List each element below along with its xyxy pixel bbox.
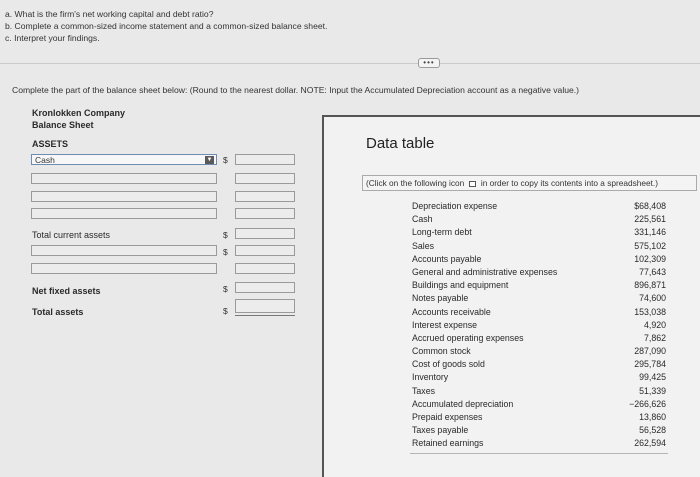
dollar-sign: $ — [223, 247, 228, 257]
table-cell-name: Long-term debt — [412, 227, 472, 238]
section-divider — [0, 63, 700, 64]
table-cell-value: 331,146 — [634, 227, 666, 238]
table-cell-value: 102,309 — [634, 253, 666, 264]
account-select-value: Cash — [35, 155, 55, 165]
table-row — [410, 358, 666, 371]
copy-instruction-bar — [362, 175, 697, 191]
table-cell-value: 7,862 — [643, 332, 666, 343]
assets-heading: ASSETS — [32, 139, 69, 149]
table-row — [410, 319, 666, 332]
expand-more-button[interactable]: ••• — [418, 58, 440, 68]
table-cell-value: 575,102 — [634, 240, 666, 251]
table-row — [410, 411, 666, 424]
account-select-5[interactable] — [31, 245, 217, 256]
question-b: b. Complete a common-sized income statement and a common-sized balance sheet. — [5, 21, 328, 31]
amount-input-5[interactable] — [235, 245, 295, 256]
dollar-sign: $ — [223, 284, 228, 294]
table-cell-name: Buildings and equipment — [412, 280, 509, 291]
dollar-sign: $ — [223, 155, 228, 165]
amount-input-2[interactable] — [235, 173, 295, 184]
table-cell-name: Retained earnings — [412, 438, 484, 449]
table-row — [410, 240, 666, 253]
question-c: c. Interpret your findings. — [5, 33, 100, 43]
account-select-3[interactable] — [31, 191, 217, 202]
table-cell-value: 51,339 — [639, 385, 666, 396]
table-cell-name: Accounts payable — [412, 253, 482, 264]
data-table — [410, 200, 666, 451]
table-cell-name: Taxes — [412, 385, 435, 396]
table-row — [410, 266, 666, 279]
table-cell-name: Taxes payable — [412, 425, 469, 436]
total-assets-label: Total assets — [32, 307, 84, 317]
amount-input-4[interactable] — [235, 208, 295, 219]
table-cell-value: 74,600 — [639, 293, 666, 304]
table-cell-name: Accumulated depreciation — [412, 398, 514, 409]
table-cell-value: 4,920 — [643, 319, 666, 330]
table-cell-name: Sales — [412, 240, 435, 251]
table-cell-name: Interest expense — [412, 319, 478, 330]
dollar-sign: $ — [223, 230, 228, 240]
table-cell-name: Notes payable — [412, 293, 469, 304]
table-row — [410, 332, 666, 345]
copy-instruction-prefix: (Click on the following icon — [366, 178, 465, 188]
amount-input-1[interactable] — [235, 154, 295, 165]
table-row — [410, 253, 666, 266]
table-row — [410, 424, 666, 437]
table-row — [410, 279, 666, 292]
table-cell-value: 896,871 — [634, 280, 666, 291]
question-a: a. What is the firm's net working capital and debt ratio? — [5, 9, 214, 19]
net-fixed-assets-label: Net fixed assets — [32, 286, 101, 296]
chevron-down-icon[interactable]: ▼ — [206, 157, 213, 163]
table-row — [410, 226, 666, 239]
table-row — [410, 345, 666, 358]
table-cell-name: Accrued operating expenses — [412, 332, 524, 343]
table-cell-name: Depreciation expense — [412, 201, 498, 211]
table-cell-value: 56,528 — [639, 425, 666, 436]
table-cell-value: 153,038 — [634, 306, 666, 317]
table-cell-value: 287,090 — [634, 346, 666, 357]
table-cell-value: $68,408 — [634, 201, 666, 211]
total-current-assets-input[interactable] — [235, 228, 295, 239]
table-cell-name: Common stock — [412, 346, 471, 357]
company-name: Kronlokken Company — [32, 108, 126, 118]
table-cell-value: 225,561 — [634, 214, 666, 225]
table-row — [410, 398, 666, 411]
table-cell-name: Prepaid expenses — [412, 412, 483, 422]
table-cell-name: General and administrative expenses — [412, 266, 558, 277]
copy-instruction-suffix: in order to copy its contents into a spreadsheet.) — [480, 178, 658, 188]
double-underline — [235, 315, 295, 316]
table-cell-value: 262,594 — [634, 438, 666, 449]
table-row — [410, 437, 666, 450]
table-row — [410, 213, 666, 226]
account-select-2[interactable] — [31, 173, 217, 184]
table-row — [410, 200, 666, 213]
table-cell-name: Cost of goods sold — [412, 359, 485, 370]
account-select-1[interactable] — [31, 154, 217, 165]
table-row — [410, 371, 666, 384]
table-row — [410, 292, 666, 305]
copy-spreadsheet-icon[interactable] — [469, 181, 476, 187]
table-cell-value: 295,784 — [634, 359, 666, 370]
amount-input-3[interactable] — [235, 191, 295, 202]
table-row — [410, 306, 666, 319]
data-table-title: Data table — [366, 135, 435, 152]
table-cell-name: Inventory — [412, 372, 449, 383]
net-fixed-assets-input[interactable] — [235, 282, 295, 293]
amount-input-6[interactable] — [235, 263, 295, 274]
table-cell-value: 99,425 — [639, 372, 666, 383]
table-row — [410, 385, 666, 398]
total-assets-input[interactable] — [235, 299, 295, 313]
sheet-title: Balance Sheet — [32, 120, 94, 130]
dollar-sign: $ — [223, 306, 228, 316]
table-cell-value: −266,626 — [629, 398, 666, 409]
table-cell-value: 13,860 — [639, 412, 666, 422]
account-select-6[interactable] — [31, 263, 217, 274]
table-cell-name: Cash — [412, 214, 433, 225]
table-cell-value: 77,643 — [639, 266, 666, 277]
table-cell-name: Accounts receivable — [412, 306, 491, 317]
account-select-4[interactable] — [31, 208, 217, 219]
instruction-text: Complete the part of the balance sheet below: (Round to the nearest dollar. NOTE: Input the Accumulated Depreciation account as a negative value.) — [12, 85, 580, 95]
total-current-assets-label: Total current assets — [32, 230, 111, 240]
